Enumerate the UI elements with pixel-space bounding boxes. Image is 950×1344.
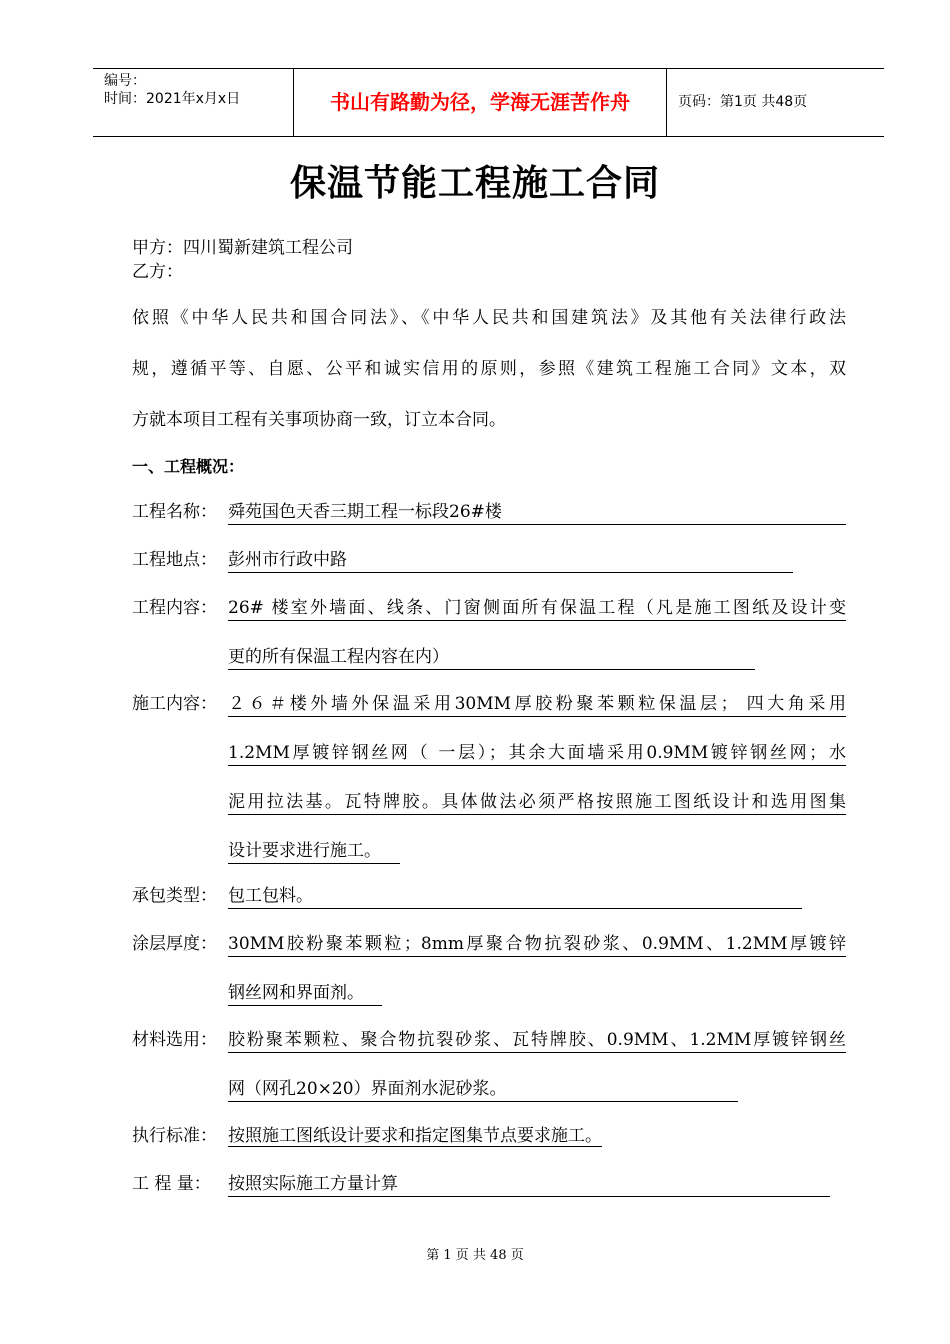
field-value: ２６＃楼外墙外保温采用30MM厚胶粉聚苯颗粒保温层； 四大角采用 — [228, 692, 846, 717]
field-label: 施工内容： — [132, 694, 217, 714]
field-value: 彭州市行政中路 — [228, 548, 793, 573]
intro-paragraph — [132, 306, 846, 459]
header-page-label: 页码：第1页 共48页 — [678, 94, 808, 110]
field-label: 工程地点： — [132, 550, 217, 570]
header-motto: 书山有路勤为径，学海无涯苦作舟 — [294, 69, 667, 136]
field-label: 承包类型： — [132, 886, 217, 906]
field-label: 工程名称： — [132, 502, 217, 522]
field-value: 舜苑国色天香三期工程一标段26#楼 — [228, 500, 846, 525]
intro-line: 依照《中华人民共和国合同法》、《中华人民共和国建筑法》及其他有关法律行政法 — [132, 308, 846, 328]
page-footer: 第 1 页 共 48 页 — [426, 1248, 524, 1263]
field-label: 涂层厚度： — [132, 934, 217, 954]
field-label: 工程内容： — [132, 598, 217, 618]
intro-line: 规，遵循平等、自愿、公平和诚实信用的原则，参照《建筑工程施工合同》文本，双 — [132, 359, 846, 379]
header-table — [93, 68, 884, 137]
field-value: 包工包料。 — [228, 884, 802, 909]
field-value: 钢丝网和界面剂。 — [228, 981, 382, 1006]
field-value: 按照施工图纸设计要求和指定图集节点要求施工。 — [228, 1126, 602, 1146]
field-value: 按照实际施工方量计算 — [228, 1172, 830, 1197]
intro-line: 方就本项目工程有关事项协商一致，订立本合同。 — [132, 410, 506, 430]
field-label: 工 程 量： — [132, 1174, 211, 1194]
document-title: 保温节能工程施工合同 — [289, 163, 660, 204]
header-meta-cell — [93, 69, 294, 136]
party-a: 甲方：四川蜀新建筑工程公司 — [132, 238, 353, 258]
field-value: 胶粉聚苯颗粒、聚合物抗裂砂浆、瓦特牌胶、0.9MM、1.2MM厚镀锌钢丝 — [228, 1028, 846, 1053]
field-value: 1.2MM厚镀锌钢丝网（ 一层）；其余大面墙采用0.9MM镀锌钢丝网；水 — [228, 741, 846, 766]
field-value: 网（网孔20×20）界面剂水泥砂浆。 — [228, 1077, 738, 1102]
field-value: 26# 楼室外墙面、线条、门窗侧面所有保温工程（凡是施工图纸及设计变 — [228, 596, 846, 621]
field-value: 泥用拉法基。瓦特牌胶。具体做法必须严格按照施工图纸设计和选用图集 — [228, 790, 846, 815]
field-value: 更的所有保温工程内容在内） — [228, 645, 755, 670]
field-value: 30MM胶粉聚苯颗粒；8mm厚聚合物抗裂砂浆、0.9MM、1.2MM厚镀锌 — [228, 932, 846, 957]
field-value: 设计要求进行施工。 — [228, 839, 400, 864]
field-label: 材料选用： — [132, 1030, 217, 1050]
number-label: 编号： — [104, 73, 146, 89]
section-heading: 一、工程概况： — [132, 457, 245, 476]
party-b: 乙方： — [132, 262, 183, 282]
field-label: 执行标准： — [132, 1126, 217, 1146]
time-label: 时间：2021年x月x日 — [104, 91, 241, 107]
